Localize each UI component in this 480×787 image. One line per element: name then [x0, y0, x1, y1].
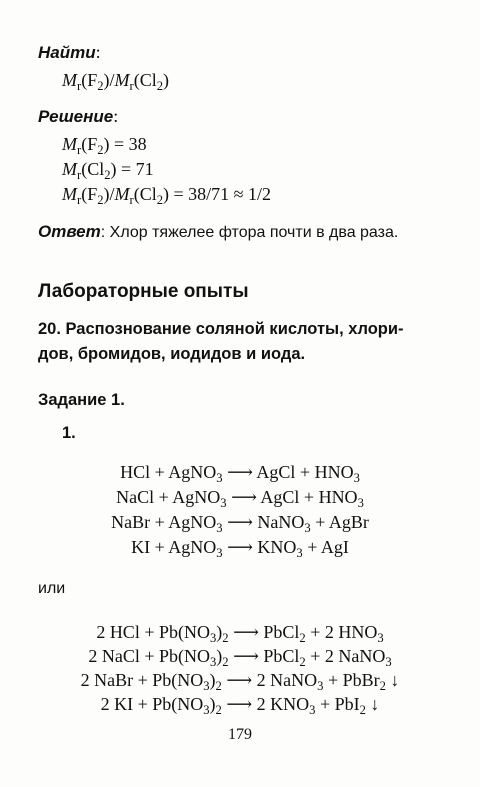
find-ratio: $M_r(F_2)/M_r(Cl_2)$	[62, 70, 170, 93]
solution-line-3: $M_r(F_2)/M_r(Cl_2) = 38/71 \approx 1/2$	[62, 184, 272, 207]
equation-b-3: 2 NaBr + $Pb(NO_3)_2$ ⟶ 2 NaNO$_3$ + PbBr$_2$ ↓	[80, 670, 400, 693]
answer-text: : Хлор тяжелее фтора почти в два раза.	[100, 224, 399, 241]
find-label: Найти	[38, 43, 96, 62]
equation-a-1: HCl + AgNO$_3$ ⟶ AgCl + $HNO_3$	[120, 462, 360, 485]
solution-line-1: $M_r(F_2) = 38$	[62, 134, 147, 157]
solution-line-2: $M_r(Cl_2) = 71$	[62, 159, 154, 182]
answer-line	[38, 222, 398, 242]
equation-a-2: NaCl + AgNO$_3$ ⟶ AgCl + $HNO_3$	[116, 487, 364, 510]
solution-label: Решение	[38, 107, 114, 126]
item-number: 1.	[62, 424, 76, 442]
task-title-line-2: дов, бромидов, иодидов и иода.	[38, 345, 306, 363]
or-label: или	[38, 580, 66, 597]
equation-a-3: NaBr + AgNO$_3$ ⟶ NaNO$_3$ + AgBr	[111, 512, 369, 535]
equation-a-4: KI + AgNO$_3$ ⟶ $KNO_3$ + AgI	[131, 537, 349, 560]
equation-b-1: 2 HCl + $Pb(NO_3)_2$ ⟶ PbCl$_2$ + 2 $HNO_3$	[96, 622, 384, 645]
solution-heading: Решение:	[38, 106, 119, 126]
task-title-line-1: 20. Распознование соляной кислоты, хлори-	[38, 320, 404, 338]
equation-b-4: 2 KI + $Pb(NO_3)_2$ ⟶ 2 $KNO_3 + PbI_2$ ↓	[100, 694, 380, 717]
equation-b-2: 2 NaCl + $Pb(NO_3)_2$ ⟶ PbCl$_2$ + 2 NaNO$_3$	[88, 646, 392, 669]
section-title: Лабораторные опыты	[38, 281, 249, 302]
find-heading: Найти:	[38, 42, 101, 62]
answer-label: Ответ	[38, 222, 101, 241]
page-number: 179	[228, 726, 252, 743]
assignment-label: Задание 1.	[38, 391, 125, 409]
